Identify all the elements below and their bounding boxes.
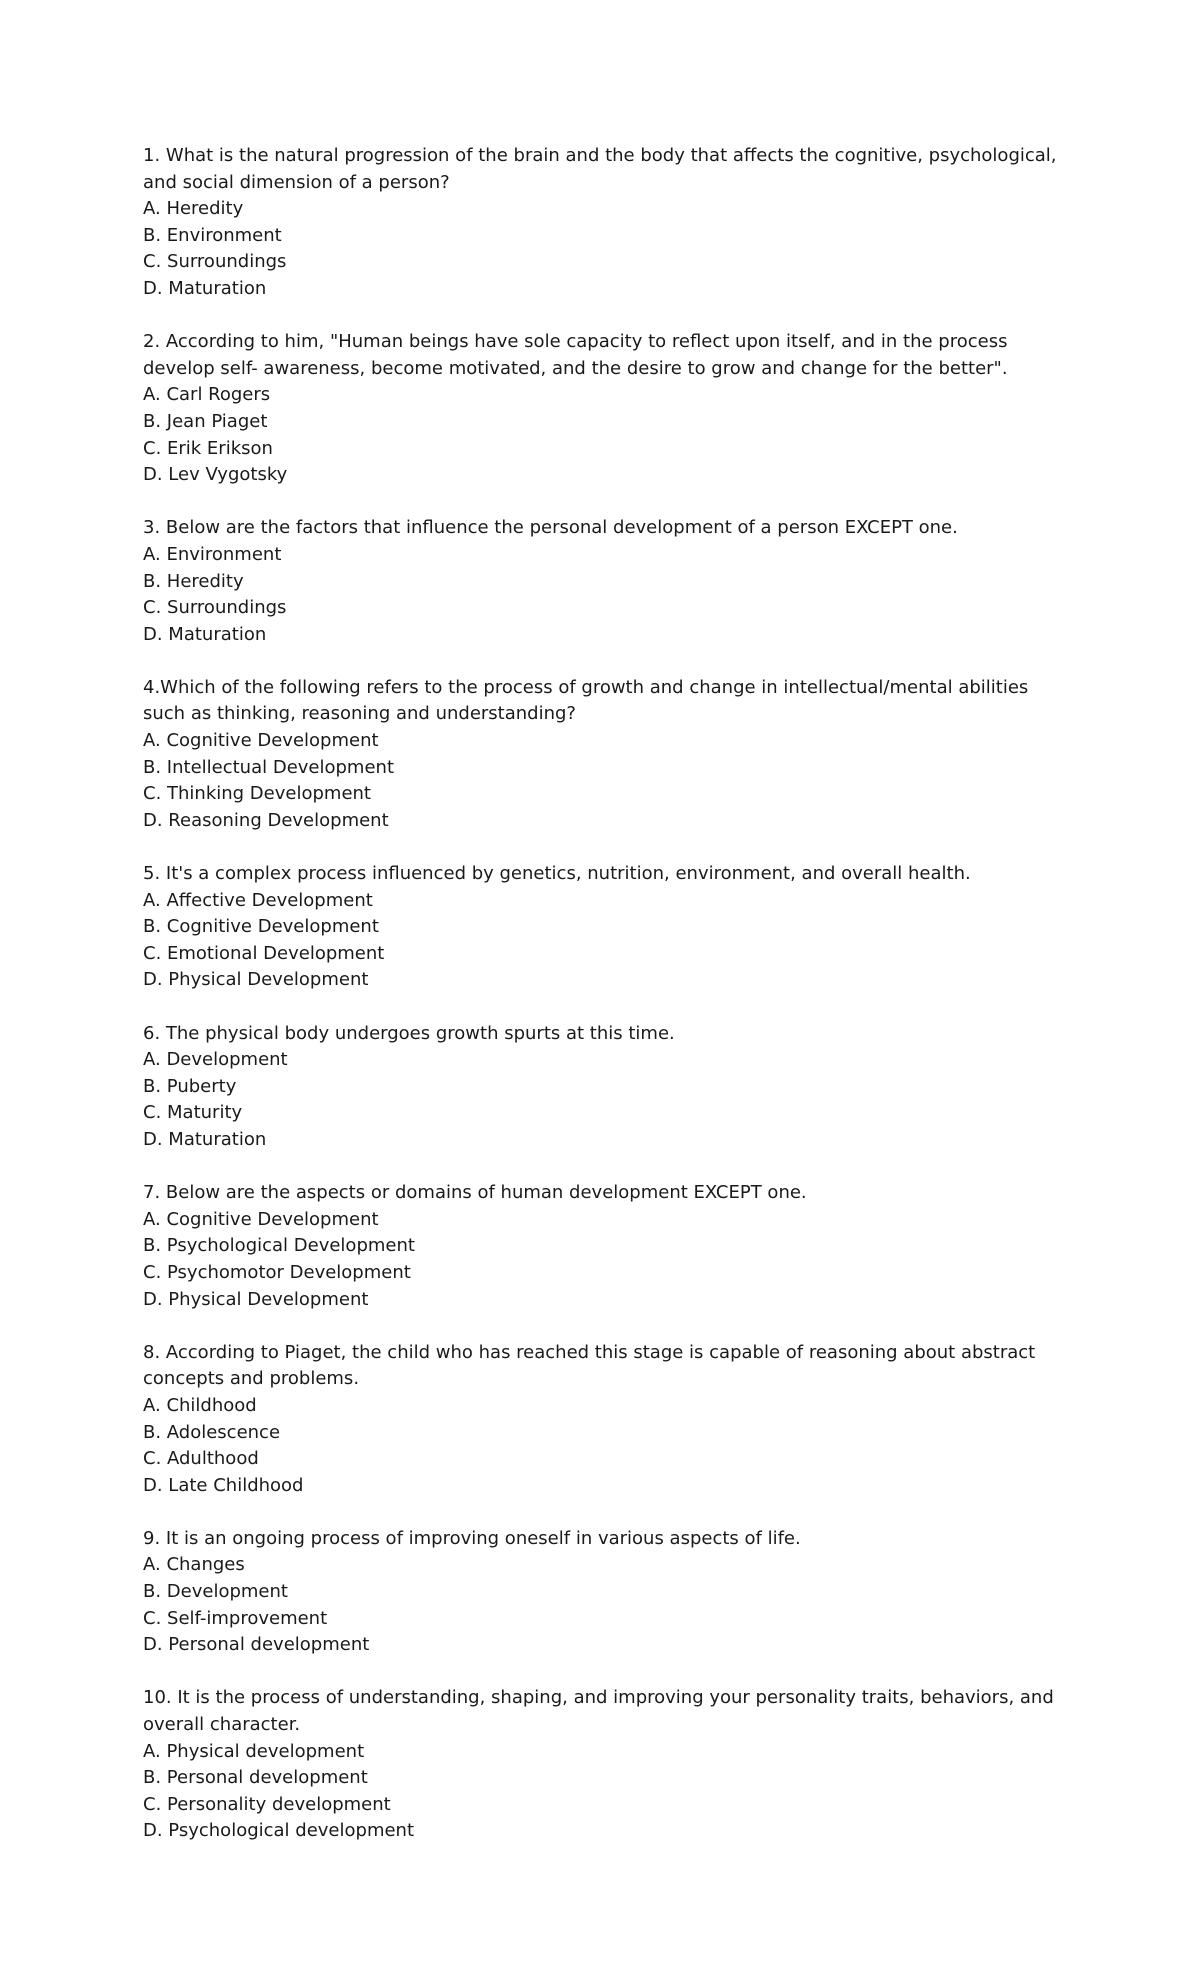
choice-option: D. Lev Vygotsky [143,464,288,486]
choice-option: C. Erik Erikson [143,437,273,459]
choice-option: D. Maturation [143,277,267,299]
question-item [143,1021,1073,1154]
choice-option: B. Development [143,1581,288,1603]
question-item [143,675,1073,835]
choice-option: A. Carl Rogers [143,384,271,406]
choice-option: A. Physical development [143,1740,365,1762]
question-stem: 7. Below are the aspects or domains of human development EXCEPT one. [143,1182,807,1204]
choice-option: C. Self-improvement [143,1607,328,1629]
choice-option: B. Environment [143,224,282,246]
choice-list [143,1739,1073,1845]
choice-option: B. Adolescence [143,1421,281,1443]
choice-option: B. Jean Piaget [143,410,268,432]
choice-list [143,1047,1073,1153]
choice-option: A. Environment [143,543,282,565]
question-item [143,143,1073,303]
question-stem: 2. According to him, "Human beings have sole capacity to reflect upon itself, and in the process develop self- awareness, become motivated, and the desire to grow and change for the better". [143,331,1008,379]
choice-option: B. Intellectual Development [143,756,395,778]
choice-option: D. Maturation [143,623,267,645]
choice-option: A. Childhood [143,1394,257,1416]
choice-option: D. Physical Development [143,1288,369,1310]
choice-option: D. Physical Development [143,969,369,991]
question-item [143,1526,1073,1659]
choice-list [143,542,1073,648]
question-item [143,329,1073,489]
choice-option: B. Personal development [143,1767,368,1789]
choice-option: A. Cognitive Development [143,1208,379,1230]
question-stem: 9. It is an ongoing process of improving oneself in various aspects of life. [143,1527,801,1549]
choice-option: B. Cognitive Development [143,916,379,938]
choice-list [143,382,1073,488]
question-stem: 4.Which of the following refers to the process of growth and change in intellectual/mental abilities such as thinking, reasoning and understanding? [143,676,1029,725]
choice-list [143,1552,1073,1658]
choice-option: B. Puberty [143,1075,237,1097]
choice-list [143,728,1073,834]
choice-list [143,1393,1073,1499]
choice-option: D. Late Childhood [143,1474,304,1496]
choice-option: D. Maturation [143,1128,267,1150]
choice-option: A. Changes [143,1554,245,1576]
choice-option: C. Adulthood [143,1448,259,1470]
choice-option: C. Personality development [143,1793,391,1815]
choice-list [143,888,1073,994]
choice-option: A. Heredity [143,198,244,220]
choice-option: D. Psychological development [143,1820,415,1842]
choice-option: C. Emotional Development [143,942,385,964]
question-stem: 5. It's a complex process influenced by genetics, nutrition, environment, and overall health. [143,863,971,885]
question-item [143,1340,1073,1500]
question-stem: 6. The physical body undergoes growth spurts at this time. [143,1022,675,1044]
choice-option: A. Affective Development [143,889,373,911]
question-stem: 3. Below are the factors that influence the personal development of a person EXCEPT one. [143,517,958,539]
choice-option: C. Surroundings [143,251,287,273]
question-stem: 1. What is the natural progression of the brain and the body that affects the cognitive, psychological, and social dimension of a person? [143,145,1057,193]
question-stem: 8. According to Piaget, the child who has reached this stage is capable of reasoning about abstract concepts and problems. [143,1341,1036,1390]
question-list [143,143,1073,1872]
question-item [143,1685,1073,1845]
question-item [143,1180,1073,1313]
choice-option: C. Psychomotor Development [143,1261,411,1283]
choice-option: C. Maturity [143,1102,243,1124]
choice-option: C. Surroundings [143,597,287,619]
question-stem: 10. It is the process of understanding, shaping, and improving your personality traits, behaviors, and overall character. [143,1687,1054,1736]
choice-option: D. Reasoning Development [143,809,389,831]
question-item [143,515,1073,648]
choice-option: A. Cognitive Development [143,730,379,752]
choice-option: D. Personal development [143,1634,370,1656]
choice-list [143,1207,1073,1313]
choice-option: C. Thinking Development [143,783,371,805]
question-item [143,861,1073,994]
choice-option: B. Heredity [143,570,244,592]
choice-list [143,196,1073,302]
choice-option: A. Development [143,1049,288,1071]
choice-option: B. Psychological Development [143,1235,415,1257]
